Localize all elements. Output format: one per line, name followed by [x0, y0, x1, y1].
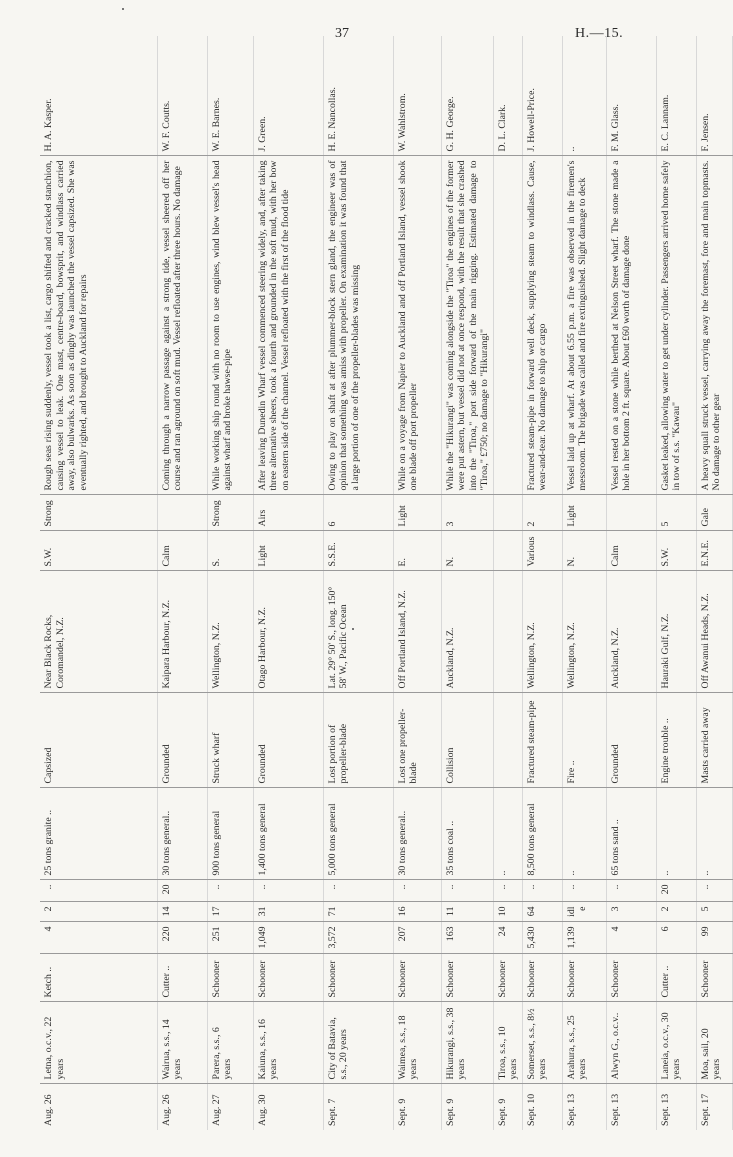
- cell-officer: J. Howell-Price.: [522, 36, 562, 156]
- cell-officer: W. Wahlstrom.: [393, 36, 441, 156]
- cell-place: Off Awanui Heads, N.Z.: [696, 571, 732, 693]
- cell-rig: Schooner: [493, 954, 522, 1002]
- table-row: [40, 36, 157, 1130]
- cell-rig: Schooner: [393, 954, 441, 1002]
- cell-passengers: ..: [253, 880, 323, 902]
- cell-place: Otago Harbour, N.Z.: [253, 571, 323, 693]
- cell-wind-force: 3: [441, 495, 493, 531]
- cell-vessel: Arahura, s.s., 25 years: [562, 1002, 606, 1084]
- table-row: [393, 36, 441, 1130]
- cell-wind-direction: E.: [393, 531, 441, 571]
- cell-passengers: ..: [207, 880, 253, 902]
- cell-date: Sept. 9: [396, 1098, 408, 1126]
- cell-casualty: Capsized: [40, 693, 157, 788]
- cell-place: Wellington, N.Z.: [207, 571, 253, 693]
- cell-casualty: Struck wharf: [207, 693, 253, 788]
- cell-date: Aug. 27: [210, 1094, 222, 1126]
- cell-crew: 31: [253, 902, 323, 922]
- cell-remarks: Vessel laid up at wharf. At about 6.55 p.m. a fire was observed in the firemen's messroom. The brigade was called and fire extinguished. Slight damage to deck: [562, 156, 606, 495]
- cell-wind-force: [493, 495, 522, 531]
- cell-casualty: Grounded: [157, 693, 207, 788]
- cell-wind-direction: Calm: [157, 531, 207, 571]
- cell-vessel: Tiroa, s.s., 10 years: [493, 1002, 522, 1084]
- cell-place: Hauraki Gulf, N.Z.: [656, 571, 696, 693]
- cell-wind-force: [157, 495, 207, 531]
- table-row: [157, 36, 207, 1130]
- casualty-table: [40, 36, 733, 1130]
- cell-vessel: Wairua, s.s., 14 years: [157, 1002, 207, 1084]
- cell-crew: idle: [562, 902, 606, 922]
- cell-passengers: ..: [323, 880, 393, 902]
- cell-date: Aug. 26: [43, 1094, 54, 1126]
- cell-wind-force: 6: [323, 495, 393, 531]
- cell-cargo: 30 tons general..: [393, 788, 441, 880]
- cell-casualty: Masts carried away: [696, 693, 732, 788]
- cell-passengers: ..: [522, 880, 562, 902]
- cell-casualty: [493, 693, 522, 788]
- cell-passengers: ..: [40, 880, 157, 902]
- cell-remarks: [493, 156, 522, 495]
- cell-officer: W. F. Coutts.: [157, 36, 207, 156]
- cell-casualty: Fractured steam-pipe: [522, 693, 562, 788]
- cell-rig: Schooner: [323, 954, 393, 1002]
- cell-wind-direction: N.: [562, 531, 606, 571]
- cell-cargo: ..: [696, 788, 732, 880]
- cell-tonnage: 3,572: [323, 922, 393, 954]
- cell-tonnage: 1,049: [253, 922, 323, 954]
- cell-crew: 16: [393, 902, 441, 922]
- table-row: [606, 36, 656, 1130]
- cell-rig: Cutter ..: [157, 954, 207, 1002]
- cell-vessel: Moa, sail, 20 years: [696, 1002, 732, 1084]
- cell-crew: 10: [493, 902, 522, 922]
- cell-place: Kaipara Harbour, N.Z.: [157, 571, 207, 693]
- cell-tonnage: 99: [696, 922, 732, 954]
- cell-passengers: ..: [441, 880, 493, 902]
- cell-crew: 17: [207, 902, 253, 922]
- cell-officer: W. E. Barnes.: [207, 36, 253, 156]
- cell-remarks: While the "Hikurangi" was coming alongside the "Tiroa" the engines of the former were put astern, but vessel did not at once respond, with the result that she crashed into the "Tiroa," port side forward of the main rigging. Estimated damage to "Tiroa," £750; no damage to "Hikurangi": [441, 156, 493, 495]
- table-row: [323, 36, 393, 1130]
- cell-remarks: Vessel rested on a stone while berthed at Nelson Street wharf. The stone made a hole in her bottom 2 ft. square. About £60 worth of damage done: [606, 156, 656, 495]
- cell-remarks: While working ship round with no room to use engines, wind blew vessel's head against wharf and broke hawse-pipe: [207, 156, 253, 495]
- cell-officer: F. M. Glass.: [606, 36, 656, 156]
- cell-date: Aug. 30: [256, 1094, 268, 1126]
- table-row: [441, 36, 493, 1130]
- cell-crew: 5: [696, 902, 732, 922]
- cell-casualty: Collision: [441, 693, 493, 788]
- table-row: [656, 36, 696, 1130]
- cell-date: Sept. 13: [659, 1093, 671, 1126]
- cell-officer: D. L. Clark.: [493, 36, 522, 156]
- rotated-table-container: [40, 36, 723, 1130]
- cell-crew: 14: [157, 902, 207, 922]
- table-row: [207, 36, 253, 1130]
- cell-crew: 3: [606, 902, 656, 922]
- cell-tonnage: 6: [656, 922, 696, 954]
- cell-rig: Schooner: [522, 954, 562, 1002]
- cell-officer: F. Jensen.: [696, 36, 732, 156]
- cell-cargo: 8,500 tons general: [522, 788, 562, 880]
- cell-remarks: Rough seas rising suddenly, vessel took a list, cargo shifted and cracked stanchion, causing vessel to leak. One mast, centre-board, bowsprit, and windlass carried away, also bulwarks. As soon as dinghy was launched the vessel capsized. She was eventually righted, and brought to Auckland for repairs: [40, 156, 157, 495]
- cell-place: Wellington, N.Z.: [522, 571, 562, 693]
- cell-wind-direction: Various: [522, 531, 562, 571]
- cell-vessel: Kaiuna, s.s., 16 years: [253, 1002, 323, 1084]
- cell-wind-direction: N.: [441, 531, 493, 571]
- cell-wind-direction: S.S.E.: [323, 531, 393, 571]
- cell-rig: Schooner: [562, 954, 606, 1002]
- table-row: [493, 36, 522, 1130]
- cell-place: Near Black Rocks, Coromandel, N.Z.: [40, 571, 157, 693]
- cell-cargo: ..: [562, 788, 606, 880]
- cell-cargo: 900 tons general: [207, 788, 253, 880]
- cell-cargo: ..: [656, 788, 696, 880]
- cell-officer: G. H. George.: [441, 36, 493, 156]
- cell-officer: H. E. Nancollas.: [323, 36, 393, 156]
- cell-wind-force: [606, 495, 656, 531]
- cell-vessel: Letna, o.c.v., 22 years: [40, 1002, 157, 1084]
- cell-passengers: ..: [493, 880, 522, 902]
- cell-date: Sept. 10: [525, 1093, 537, 1126]
- cell-remarks: While on a voyage from Napier to Auckland and off Portland Island, vessel shook one blade off port propeller: [393, 156, 441, 495]
- cell-wind-force: 2: [522, 495, 562, 531]
- cell-date: Sept. 9: [444, 1098, 456, 1126]
- cell-remarks: Owing to play on shaft at after plummer-block stern gland, the engineer was of opinion that something was amiss with propeller. On examination it was found that a large portion of one of the propeller-blades was missing: [323, 156, 393, 495]
- cell-crew: 64: [522, 902, 562, 922]
- cell-wind-force: Strong: [207, 495, 253, 531]
- cell-casualty: Lost portion of propeller-blade: [323, 693, 393, 788]
- cell-cargo: 25 tons granite ..: [40, 788, 157, 880]
- cell-rig: Schooner: [606, 954, 656, 1002]
- cell-crew: 2: [40, 902, 157, 922]
- cell-casualty: Grounded: [606, 693, 656, 788]
- cell-place: Auckland, N.Z.: [606, 571, 656, 693]
- cell-vessel: City of Batavia, s.s., 20 years: [323, 1002, 393, 1084]
- table-row: [696, 36, 732, 1130]
- cell-tonnage: 4: [40, 922, 157, 954]
- cell-wind-force: Gale: [696, 495, 732, 531]
- cell-passengers: 20: [157, 880, 207, 902]
- cell-vessel: Hikurangi, s.s., 38 years: [441, 1002, 493, 1084]
- cell-wind-force: Airs: [253, 495, 323, 531]
- cell-officer: J. Green.: [253, 36, 323, 156]
- cell-date: Sept. 13: [609, 1093, 621, 1126]
- cell-officer: ..: [562, 36, 606, 156]
- cell-cargo: 65 tons sand ..: [606, 788, 656, 880]
- cell-rig: Schooner: [696, 954, 732, 1002]
- cell-wind-direction: Light: [253, 531, 323, 571]
- cell-wind-force: 5: [656, 495, 696, 531]
- cell-wind-direction: [493, 531, 522, 571]
- paper-code: H.—15.: [575, 26, 624, 41]
- table-row: [522, 36, 562, 1130]
- cell-tonnage: 1,139: [562, 922, 606, 954]
- cell-casualty: Fire ..: [562, 693, 606, 788]
- cell-officer: E. C. Lannam.: [656, 36, 696, 156]
- cell-place: Off Portland Island, N.Z.: [393, 571, 441, 693]
- cell-date: Sept. 13: [565, 1093, 577, 1126]
- cell-rig: Schooner: [207, 954, 253, 1002]
- cell-wind-force: Light: [393, 495, 441, 531]
- cell-place: Lat. 29° 50' S., long. 150° 58' W., Pacific Ocean: [323, 571, 393, 693]
- cell-cargo: ..: [493, 788, 522, 880]
- cell-vessel: Laneia, o.c.v., 30 years: [656, 1002, 696, 1084]
- cell-wind-force: Light: [562, 495, 606, 531]
- cell-wind-direction: S.W.: [40, 531, 157, 571]
- cell-vessel: Somerset, s.s., 8½ years: [522, 1002, 562, 1084]
- cell-wind-direction: E.N.E.: [696, 531, 732, 571]
- table-row: [253, 36, 323, 1130]
- cell-crew: 11: [441, 902, 493, 922]
- cell-casualty: Lost one propeller-blade: [393, 693, 441, 788]
- cell-wind-direction: Calm: [606, 531, 656, 571]
- cell-passengers: ..: [606, 880, 656, 902]
- cell-cargo: 30 tons general..: [157, 788, 207, 880]
- cell-vessel: Parera, s.s., 6 years: [207, 1002, 253, 1084]
- table-row: [562, 36, 606, 1130]
- cell-date: Sept. 9: [496, 1098, 508, 1126]
- cell-rig: Schooner: [441, 954, 493, 1002]
- cell-date: Sept. 7: [326, 1098, 338, 1126]
- cell-wind-direction: S.W.: [656, 531, 696, 571]
- cell-date: Aug. 26: [160, 1094, 172, 1126]
- cell-tonnage: 163: [441, 922, 493, 954]
- cell-passengers: ..: [696, 880, 732, 902]
- cell-crew: 2: [656, 902, 696, 922]
- table-body: [40, 36, 732, 1130]
- cell-vessel: Alwyn G., o.c.v..: [606, 1002, 656, 1084]
- cell-remarks: Coming through a narrow passage against a strong tide, vessel sheered off her course and ran aground on soft mud. Vessel refloated after three hours. No damage: [157, 156, 207, 495]
- cell-officer: H. A. Kasper.: [40, 36, 157, 156]
- cell-tonnage: 24: [493, 922, 522, 954]
- cell-tonnage: 207: [393, 922, 441, 954]
- cell-cargo: 5,000 tons general: [323, 788, 393, 880]
- cell-wind-force: Strong: [40, 495, 157, 531]
- scan-speck: [122, 8, 124, 10]
- cell-passengers: 20: [656, 880, 696, 902]
- cell-date: Sept. 17: [699, 1093, 711, 1126]
- cell-passengers: ..: [393, 880, 441, 902]
- cell-cargo: 35 tons coal ..: [441, 788, 493, 880]
- cell-rig: Schooner: [253, 954, 323, 1002]
- cell-remarks: A heavy squall struck vessel, carrying away the foremast, fore and main topmasts. No damage to other gear: [696, 156, 732, 495]
- cell-cargo: 1,400 tons general: [253, 788, 323, 880]
- page-number: 37: [335, 26, 349, 41]
- cell-tonnage: 4: [606, 922, 656, 954]
- cell-tonnage: 5,430: [522, 922, 562, 954]
- cell-casualty: Engine trouble ..: [656, 693, 696, 788]
- cell-casualty: Grounded: [253, 693, 323, 788]
- cell-place: [493, 571, 522, 693]
- cell-tonnage: 220: [157, 922, 207, 954]
- cell-crew: 71: [323, 902, 393, 922]
- cell-rig: Cutter ..: [656, 954, 696, 1002]
- cell-vessel: Waimea, s.s., 18 years: [393, 1002, 441, 1084]
- cell-remarks: Fractured steam-pipe in forward well deck, supplying steam to windlass. Cause, wear-and-tear. No damage to ship or cargo: [522, 156, 562, 495]
- cell-tonnage: 251: [207, 922, 253, 954]
- cell-place: Auckland, N.Z.: [441, 571, 493, 693]
- cell-wind-direction: S.: [207, 531, 253, 571]
- cell-passengers: ..: [562, 880, 606, 902]
- cell-place: Wellington, N.Z.: [562, 571, 606, 693]
- cell-rig: Ketch ..: [40, 954, 157, 1002]
- cell-remarks: After leaving Dunedin Wharf vessel commenced steering widely, and, after taking three alternative sheers, took a fourth and grounded in the soft mud, with her bow on eastern side of the channel. Vessel refloated with the first of the flood tide: [253, 156, 323, 495]
- cell-remarks: Gasket leaked, allowing water to get under cylinder. Passengers arrived home safely in tow of s.s. "Kawau": [656, 156, 696, 495]
